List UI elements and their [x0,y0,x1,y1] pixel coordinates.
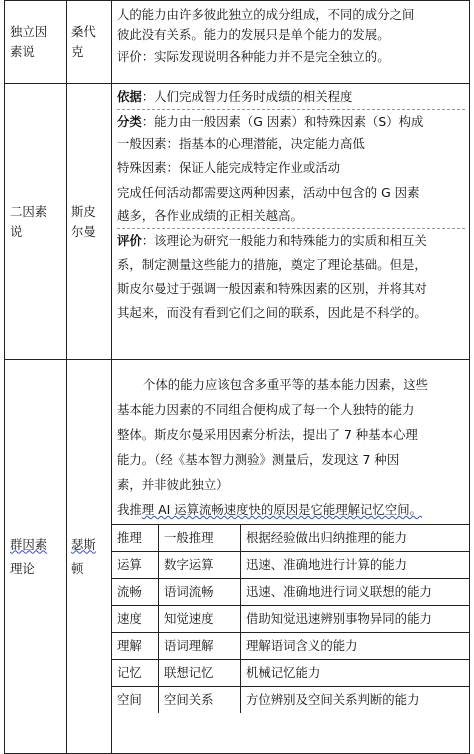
ability-short-name: 推理 [112,525,159,552]
theory-name-line: 理论 [10,560,35,576]
ability-short-name: 速度 [112,606,159,633]
theorist-name-line: 桑代 [71,24,96,39]
theorist-cell [67,360,112,754]
dashed-divider [117,228,465,229]
theorist-cell [67,84,112,360]
paragraph-line: 整体。斯皮尔曼采用因素分析法，提出了 7 种基本心理 [117,427,418,442]
ability-description: 迅速、准确地进行计算的能力 [241,552,470,579]
ability-description: 理解语词含义的能力 [241,633,470,660]
theory-name-line: 二因素 [10,203,48,219]
theorist-name-line: 斯皮 [71,203,96,219]
note-line: 完成任何活动都需要这两种因素，活动中包含的 G 因素 [117,185,420,200]
table-row-two-factor [5,84,470,360]
special-factor-line: 特殊因素：保证人能完成特定作业或活动 [117,160,341,175]
basis-text: ：人们完成智力任务时成绩的相关程度 [141,89,353,104]
evaluation-line: 系，制定测量这些能力的措施，奠定了理论基础。但是， [117,257,427,272]
aside-text-a: 我推 [117,502,142,517]
classification-label: 分类 [117,114,142,129]
ability-row [112,687,469,714]
aside-text-b: 理 AI 运算流畅速度快的原因是它能理解记忆空间。 [141,502,422,517]
paragraph-line: 素，并非彼此独立） [117,477,229,492]
ability-row [112,525,469,552]
ability-description: 根据经验做出归纳推理的能力 [241,525,470,552]
description-line: 人的能力由许多彼此独立的成分组成，不同的成分之间 [117,7,415,22]
theory-description-cell [112,1,470,84]
ability-description: 机械记忆能力 [241,660,470,687]
theory-description-cell [112,84,470,360]
theory-name-line: 素说 [10,44,35,59]
basis-label: 依据 [117,89,142,104]
ability-full-name: 数字运算 [159,552,241,579]
ability-description: 借助知觉迅速辨别事物异同的能力 [241,606,470,633]
paragraph-line: 个体的能力应该包含多重平等的基本能力因素，这些 [143,377,428,392]
ability-row [112,579,469,606]
note-line: 越多，各作业成绩的正相关越高。 [117,208,303,223]
ability-theories-table [4,0,470,754]
theorist-name-line: 尔曼 [71,223,96,239]
ability-full-name: 语词理解 [159,633,241,660]
ability-description: 方位辨别及空间关系判断的能力 [241,687,470,714]
ability-short-name: 空间 [112,687,159,714]
ability-description: 迅速、准确地进行词义联想的能力 [241,579,470,606]
theorist-name-line [71,535,111,555]
table-row-independent-factor [5,1,470,84]
ability-full-name: 知觉速度 [159,606,241,633]
paragraph-line: 能力。（经《基本智力测验》测量后，发现这 7 种因 [117,452,400,467]
classification-line [117,112,465,132]
description-line: 彼此没有关系。能力的发展只是单个能力的发展。 [117,27,390,42]
ability-short-name: 记忆 [112,660,159,687]
ability-row [112,552,469,579]
ability-full-name: 空间关系 [159,687,241,714]
ability-short-name: 理解 [112,633,159,660]
theorist-name-line: 克 [71,44,84,59]
reasoning-aside-line [117,497,465,522]
evaluation-line [117,231,465,251]
ability-row [112,606,469,633]
paragraph-line: 基本能力因素的不同组合便构成了每一个人独特的能力 [117,402,415,417]
theorist-name-flagged-text: 瑟斯 [71,536,96,552]
theory-description-cell [112,360,470,754]
theory-name-line: 说 [10,223,23,239]
ability-full-name: 语词流畅 [159,579,241,606]
evaluation-label: 评价 [117,233,142,248]
evaluation-text: ：该理论为研究一般能力和特殊能力的实质和相互关 [141,233,427,248]
ability-full-name: 联想记忆 [159,660,241,687]
theory-name-cell [5,360,67,754]
table-row-group-factor [5,360,470,754]
ability-short-name: 运算 [112,552,159,579]
general-factor-line: 一般因素：指基本的心理潜能，决定能力高低 [117,136,365,151]
primary-abilities-table [112,524,469,713]
theory-name-flagged-text: 群因素 [10,536,48,552]
ability-full-name: 一般推理 [159,525,241,552]
theory-name-cell [5,84,67,360]
ability-row [112,633,469,660]
evaluation-line: 评价：实际发现说明各种能力并不是完全独立的。 [117,49,390,64]
ability-short-name: 流畅 [112,579,159,606]
dashed-divider [117,109,465,110]
theory-name-cell [5,1,67,84]
theory-name-line: 独立因 [10,24,48,39]
basis-line [117,87,465,107]
classification-text: ：能力由一般因素（G 因素）和特殊因素（S）构成 [141,114,424,129]
theorist-cell [67,1,112,84]
theorist-name-line: 顿 [71,560,84,576]
evaluation-line: 其起来，而没有看到它们之间的联系，因此是不科学的。 [117,305,427,320]
theory-name-line [10,535,66,555]
ability-row [112,660,469,687]
evaluation-line: 斯皮尔曼过于强调一般因素和特殊因素的区别，并将其对 [117,281,427,296]
description-paragraph [112,372,469,522]
